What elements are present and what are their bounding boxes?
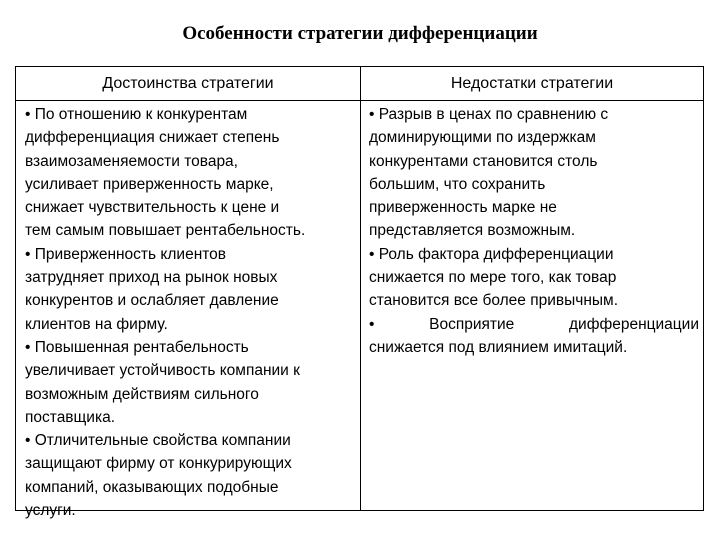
word: дифференциации xyxy=(569,315,699,333)
text-line: • По отношению к конкурентам xyxy=(25,106,248,123)
text-line: • Отличительные свойства компании xyxy=(25,432,291,450)
page-title: Особенности стратегии дифференциации xyxy=(182,23,538,44)
text-line: увеличивает устойчивость компании к xyxy=(25,362,300,380)
text-line: дифференциация снижает степень xyxy=(25,129,280,147)
table-header-row xyxy=(16,67,703,101)
text-line: взаимозаменяемости товара, xyxy=(25,152,238,170)
disadvantage-item xyxy=(369,243,699,313)
text-line: услуги. xyxy=(25,502,76,520)
text-line: • Роль фактора дифференциации xyxy=(369,245,614,263)
advantages-header: Достоинства стратегии xyxy=(102,75,274,92)
text-line: снижается по мере того, как товар xyxy=(369,269,617,287)
text-line: • Повышенная рентабельность xyxy=(25,338,249,356)
text-line: снижается под влиянием имитаций. xyxy=(369,338,628,356)
text-line: • Разрыв в ценах по сравнению с xyxy=(369,106,609,123)
advantage-item xyxy=(25,103,361,243)
text-line: усиливает приверженность марке, xyxy=(25,175,274,193)
advantages-column xyxy=(25,103,361,522)
text-line: снижает чувствительность к цене и xyxy=(25,199,280,217)
disadvantages-header: Недостатки стратегии xyxy=(450,75,614,92)
justified-line xyxy=(369,313,699,336)
bullet: • xyxy=(369,315,375,333)
advantage-item xyxy=(25,336,361,429)
text-line: конкурентов и ослабляет давление xyxy=(25,292,279,310)
text-line: тем самым повышает рентабельность. xyxy=(25,222,306,240)
text-line: возможным действиям сильного xyxy=(25,385,259,403)
word: Восприятие xyxy=(429,315,515,333)
text-line: клиентов на фирму. xyxy=(25,315,168,333)
text-line: приверженность марке не xyxy=(369,199,557,217)
advantage-item xyxy=(25,243,361,336)
disadvantage-item xyxy=(369,313,699,360)
disadvantage-item xyxy=(369,103,699,243)
text-line: защищают фирму от конкурирующих xyxy=(25,455,292,473)
text-line: становится все более привычным. xyxy=(369,292,619,310)
text-line: • Приверженность клиентов xyxy=(25,245,227,263)
comparison-table xyxy=(15,66,704,520)
text-line: компаний, оказывающих подобные xyxy=(25,478,279,496)
disadvantages-column xyxy=(369,103,699,359)
text-line: представляется возможным. xyxy=(369,222,576,240)
text-line: большим, что сохранить xyxy=(369,175,546,193)
text-line: затрудняет приход на рынок новых xyxy=(25,269,278,287)
text-line: конкурентами становится столь xyxy=(369,152,598,170)
text-line: поставщика. xyxy=(25,408,116,426)
text-line: доминирующими по издержкам xyxy=(369,129,596,147)
advantage-item xyxy=(25,429,361,522)
